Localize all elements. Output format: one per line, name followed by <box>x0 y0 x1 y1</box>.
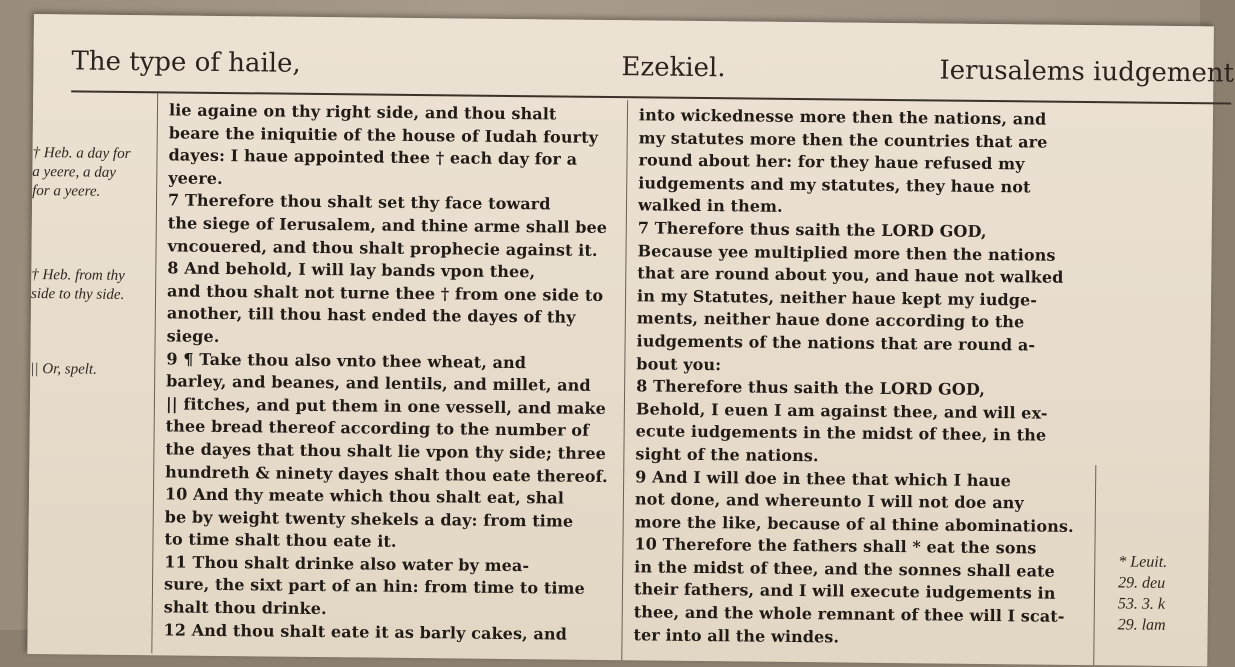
text-line: the siege of Ierusalem, and thine arme shall bee <box>167 213 608 237</box>
text-line: sight of the nations. <box>635 444 819 466</box>
text-line: iudgements of the nations that are round a- <box>636 331 1036 355</box>
text-line: thee, and the whole remnant of thee will I scat- <box>633 602 1065 626</box>
text-line: hundreth & ninety dayes shalt thou eate thereof. <box>165 461 608 486</box>
text-line: 8 And behold, I will lay bands vpon thee, <box>167 258 536 282</box>
column-rule <box>621 100 628 660</box>
text-line: be by weight twenty shekels a day: from time <box>164 507 574 531</box>
book-page <box>27 14 1235 666</box>
text-line: ments, neither haue done according to the <box>636 308 1025 332</box>
text-line: 7 Therefore thou shalt set thy face toward <box>167 190 551 214</box>
text-line: 9 ¶ Take thou also vnto thee wheat, and <box>166 348 527 372</box>
text-line: Because yee multiplied more then the nations <box>637 240 1056 265</box>
text-line: 8 Therefore thus saith the LORD GOD, <box>636 376 986 400</box>
text-line: yeere. <box>168 168 223 188</box>
left-text-column <box>163 99 619 646</box>
text-line: sure, the sixt part of an hin: from time to time <box>163 574 585 599</box>
text-line: shalt thou drinke. <box>163 597 327 619</box>
text-line: round about her: for they haue refused my <box>638 150 1025 174</box>
text-line: beare the iniquitie of the house of Iudah fourty <box>168 123 599 147</box>
running-head-right: Ierusalems iudgement <box>939 55 1235 89</box>
text-line: iudgements and my statutes, they haue not <box>638 173 1031 197</box>
text-line: dayes: I haue appointed thee † each day for a <box>168 145 578 169</box>
text-line: into wickednesse more then the nations, and <box>638 105 1047 129</box>
text-line: siege. <box>166 326 220 346</box>
running-head-book-title: Ezekiel. <box>621 52 726 84</box>
right-text-column <box>633 104 1107 651</box>
text-line: ecute iudgements in the midst of thee, in the <box>635 421 1047 445</box>
text-line: ter into all the windes. <box>633 624 840 647</box>
text-line: 10 And thy meate which thou shalt eat, shal <box>164 484 565 508</box>
text-line: in the midst of thee, and the sonnes shall eate <box>634 557 1055 581</box>
text-line: vncouered, and thou shalt prophecie against it. <box>167 235 598 260</box>
running-head-left: The type of haile, <box>71 46 301 79</box>
text-line: another, till thou hast ended the dayes of thy <box>166 303 576 328</box>
text-line: their fathers, and I will execute iudgements in <box>633 579 1056 604</box>
margin-note-day-for-year: † Heb. a day for a yeere, a day for a yeere. <box>32 144 131 200</box>
text-line: 9 And I will doe in thee that which I haue <box>635 466 1012 490</box>
text-line: and thou shalt not turne thee † from one side to <box>167 281 604 305</box>
text-line: bout you: <box>636 353 722 374</box>
text-line: in my Statutes, neither haue kept my iudge- <box>636 286 1038 310</box>
text-line: thee bread thereof according to the number of <box>165 416 590 441</box>
text-line: my statutes more then the countries that are <box>638 127 1048 152</box>
text-line: the dayes that thou shalt lie vpon thy side; three <box>165 439 607 463</box>
margin-note-cross-reference: * Leuit. 29. deu 53. 3. k 29. lam <box>1117 553 1168 634</box>
text-line: || fitches, and put them in one vessell, and make <box>165 394 607 418</box>
running-head <box>71 46 1235 92</box>
text-line: to time shalt thou eate it. <box>164 529 397 552</box>
text-line: more the like, because of al thine abominations. <box>634 512 1074 536</box>
margin-note-side-to-side: † Heb. from thy side to thy side. <box>30 266 125 303</box>
text-line: walked in them. <box>637 195 783 217</box>
text-line: barley, and beanes, and lentils, and millet, and <box>166 371 591 395</box>
text-line: Behold, I euen I am against thee, and will ex- <box>635 399 1048 423</box>
text-line: 12 And thou shalt eate it as barly cakes, and <box>163 620 568 644</box>
text-line: not done, and whereunto I will not doe any <box>634 489 1024 513</box>
text-line: 11 Thou shalt drinke also water by mea- <box>164 552 530 576</box>
text-line: that are round about you, and haue not walked <box>637 263 1064 287</box>
text-line: 7 Therefore thus saith the LORD GOD, <box>637 218 987 241</box>
text-line: 10 Therefore the fathers shall * eat the sons <box>634 534 1037 558</box>
text-line: lie againe on thy right side, and thou shalt <box>168 100 557 124</box>
margin-note-spelt: || Or, spelt. <box>30 360 97 378</box>
margin-rule <box>151 93 158 653</box>
